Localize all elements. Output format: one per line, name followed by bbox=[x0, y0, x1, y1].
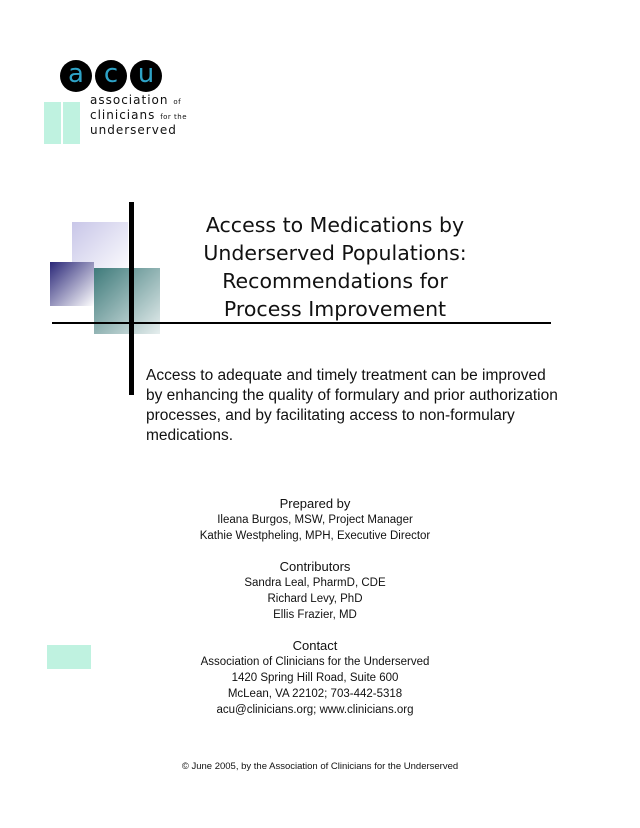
logo-letter-u: u bbox=[130, 60, 162, 92]
title-line: Recommendations for bbox=[222, 269, 448, 293]
intro-paragraph: Access to adequate and timely treatment can be improved by enhancing the quality of formulary and prior authorization processes, and by facilitating access to non-formulary medications. bbox=[146, 367, 558, 444]
deco-square-navy bbox=[50, 262, 94, 306]
title-line: Access to Medications by bbox=[205, 213, 465, 237]
contributor-line: Richard Levy, PhD bbox=[267, 593, 363, 605]
contact-line: McLean, VA 22102; 703-442-5318 bbox=[227, 688, 403, 700]
prepared-by-line: Ileana Burgos, MSW, Project Manager bbox=[217, 514, 413, 526]
contact-section bbox=[150, 638, 480, 718]
contributor-line: Sandra Leal, PharmD, CDE bbox=[244, 577, 386, 589]
vertical-rule bbox=[129, 202, 134, 395]
logo-line-1-small: of bbox=[173, 98, 182, 106]
logo-line-2: clinicians bbox=[90, 108, 156, 122]
logo-letter-c: c bbox=[95, 60, 127, 92]
deco-square-mint bbox=[47, 645, 91, 669]
prepared-by-heading: Prepared by bbox=[279, 496, 351, 511]
logo-wordmark bbox=[90, 94, 187, 137]
contributors-heading: Contributors bbox=[279, 559, 351, 574]
logo-letter-a: a bbox=[60, 60, 92, 92]
logo-line-2-small: for the bbox=[160, 113, 188, 121]
contributor-line: Ellis Frazier, MD bbox=[273, 609, 357, 621]
logo-line-1: association bbox=[90, 93, 169, 107]
deco-square-teal bbox=[94, 268, 160, 334]
copyright-footer: © June 2005, by the Association of Clinicians for the Underserved bbox=[181, 761, 459, 772]
logo-line-3: underserved bbox=[90, 123, 177, 137]
prepared-by-line: Kathie Westpheling, MPH, Executive Director bbox=[199, 530, 431, 542]
title-line: Underserved Populations: bbox=[203, 241, 467, 265]
contributors-section bbox=[150, 559, 480, 623]
contact-line: Association of Clinicians for the Underserved bbox=[200, 656, 430, 668]
contact-heading: Contact bbox=[292, 638, 338, 653]
title-line: Process Improvement bbox=[223, 297, 447, 321]
document-title bbox=[170, 211, 500, 323]
contact-line: 1420 Spring Hill Road, Suite 600 bbox=[231, 672, 399, 684]
contact-line: acu@clinicians.org; www.clinicians.org bbox=[216, 704, 414, 716]
acu-logo bbox=[44, 60, 204, 150]
logo-square-left bbox=[44, 102, 61, 144]
logo-square-right bbox=[63, 102, 80, 144]
prepared-by-section bbox=[150, 496, 480, 544]
